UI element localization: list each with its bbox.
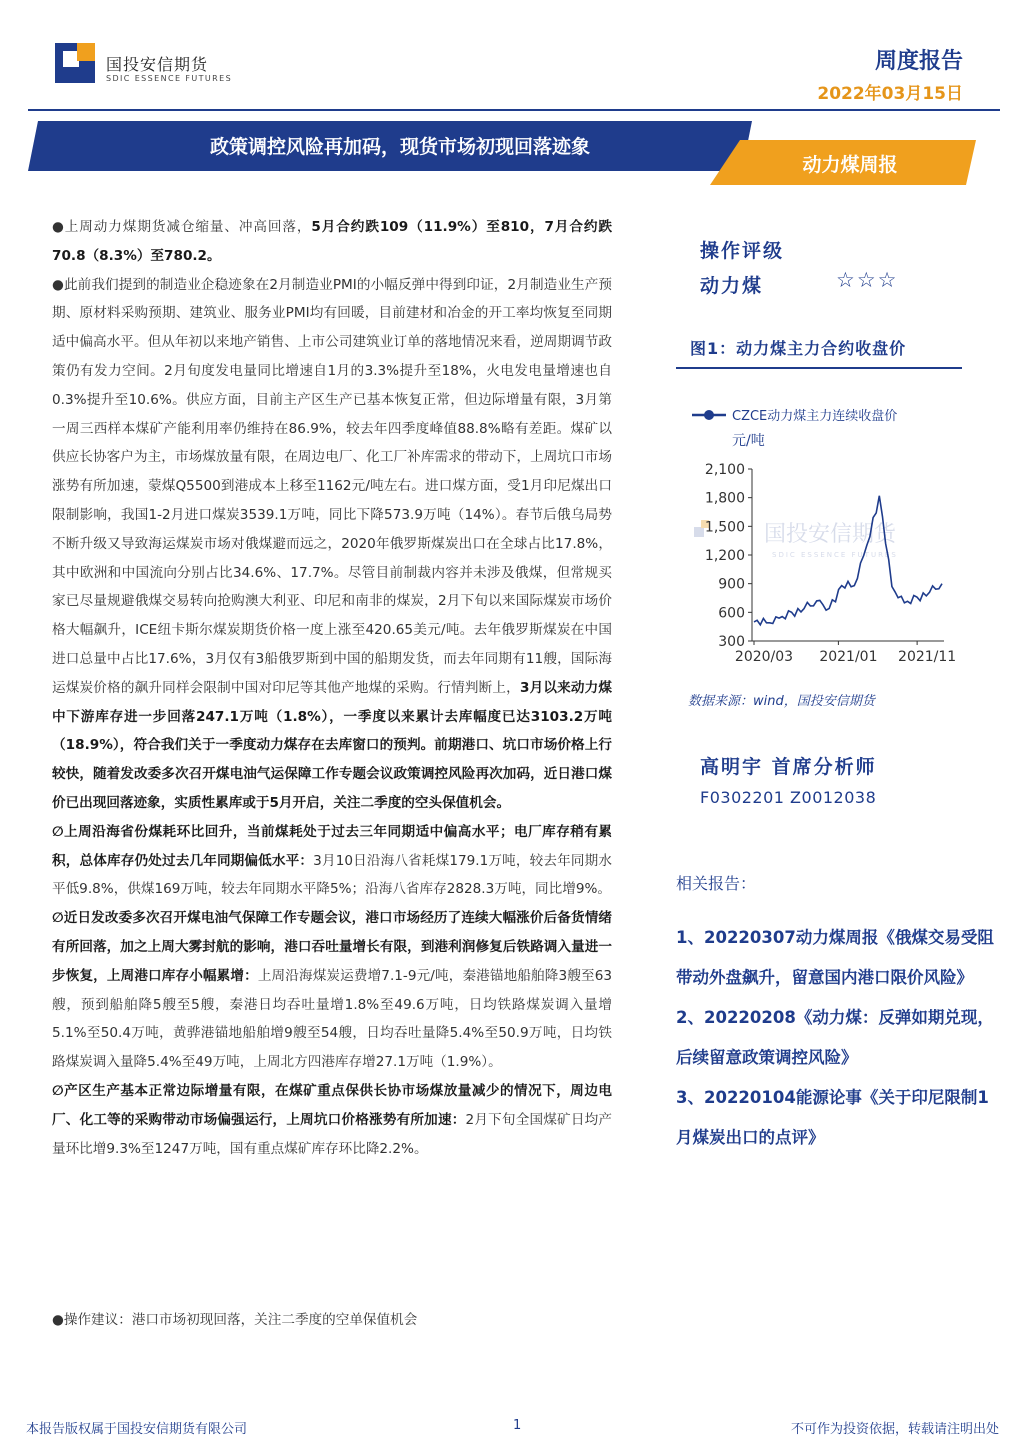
paragraph-5: ∅产区生产基本正常边际增量有限，在煤矿重点保供长协市场煤放量减少的情况下，周边电厂、化工等的采购带动市场偏强运行，上周坑口价格涨势有所加速：2月下旬全国煤矿日均产量环比增9.3%至1247万吨，国有重点煤矿库存环比降2.2%。 (52, 1082, 612, 1157)
chart-legend (692, 408, 897, 424)
main-text (52, 213, 612, 1163)
analyst-name: 高明宇 首席分析师 (700, 756, 877, 778)
footer-copyright: 本报告版权属于国投安信期货有限公司 (26, 1422, 248, 1437)
y-tick-label: 600 (718, 605, 745, 622)
watermark-text: 国投安信期货 (764, 522, 897, 547)
paragraph-3: ∅上周沿海省份煤耗环比回升，当前煤耗处于过去三年同期适中偏高水平；电厂库存稍有累积，总体库存仍处过去几年同期偏低水平：3月10日沿海八省耗煤179.1万吨，较去年同期水平低9.8%，供煤169万吨，较去年同期水平降5%；沿海八省库存2828.3万吨，同比增9%。 (52, 823, 612, 898)
legend-label: CZCE动力煤主力连续收盘价 (732, 409, 898, 424)
report-tag: 动力煤周报 (802, 154, 898, 176)
operation-advice: ●操作建议：港口市场初现回落，关注二季度的空单保值机会 (52, 1312, 418, 1328)
y-tick-label: 300 (718, 634, 745, 650)
paragraph-4: ∅近日发改委多次召开煤电油气保障工作专题会议，港口市场经历了连续大幅涨价后备货情绪有所回落，加之上周大雾封航的影响，港口吞吐量增长有限，到港利润修复后铁路调入量进一步恢复，上周港口库存小幅累增：上周沿海煤炭运费增7.1-9元/吨，秦港锚地船舶降3艘至63艘，预到船舶降5艘至5艘，秦港日均吞吐量增1.8%至49.6万吨，日均铁路煤炭调入量增5.1%至50.4万吨，黄骅港锚地船舶增9艘至54艘，日均吞吐量降5.4%至50.9万吨，日均铁路煤炭调入量降5.4%至49万吨，上周北方四港库存增27.1万吨（1.9%）。 (52, 910, 613, 1071)
x-tick-label: 2021/01 (819, 649, 878, 665)
x-tick-label: 2021/11 (898, 649, 957, 665)
y-tick-label: 1,800 (704, 490, 745, 507)
series-line (754, 496, 942, 625)
y-tick-label: 1,500 (704, 519, 745, 536)
figure-source: 数据来源：wind，国投安信期货 (688, 694, 875, 709)
logo-mark-icon (55, 43, 95, 83)
report-type: 周度报告 (874, 49, 963, 74)
report-date: 2022年03月15日 (817, 84, 963, 104)
y-tick-label: 2,100 (704, 462, 745, 478)
related-report-link[interactable]: 1、20220307动力煤周报《俄煤交易受阻带动外盘飙升，留意国内港口限价风险》 (676, 928, 994, 987)
report-title: 政策调控风险再加码，现货市场初现回落迹象 (209, 136, 590, 158)
y-tick-label: 900 (718, 576, 745, 593)
paragraph-2: ●此前我们提到的制造业企稳迹象在2月制造业PMI的小幅反弹中得到印证，2月制造业生产预期、原材料采购预期、建筑业、服务业PMI均有回暖，目前建材和冶金的开工率均恢复至同期适中偏高水平。但从年初以来地产销售、上市公司建筑业订单的落地情况来看，逆周期调节政策仍有发力空间。2月旬度发电量同比增速自1月的3.3%提升至18%，火电发电量增速也自0.3%提升至10.6%。供应方面，目前主产区生产已基本恢复正常，但边际增量有限，3月第一周三西样本煤矿产能利用率仍维持在86.9%，较去年四季度峰值88.8%略有差距。煤矿以供应长协客户为主，市场煤放量有限，在周边电厂、化工厂补库需求的带动下，上周坑口市场涨势有所加速，蒙煤Q5500到港成本上移至1162元/吨左右。进口煤方面，受1月印尼煤出口限制影响，我国1-2月进口煤炭3539.1万吨，同比下降573.9万吨（14%）。春节后俄乌局势不断升级又导致海运煤炭市场对俄煤避而远之，2020年俄罗斯煤炭出口在全球占比17.8%，其中欧洲和中国流向分别占比34.6%、17.7%。尽管目前制裁内容并未涉及俄煤，但常规买家已尽量规避俄煤交易转向抢购澳大利亚、印尼和南非的煤炭，2月下旬以来国际煤炭市场价格大幅飙升，ICE纽卡斯尔煤炭期货价格一度上涨至420.65美元/吨。去年俄罗斯煤炭在中国进口总量中占比17.6%，3月仅有3船俄罗斯到中国的船期发货，而去年同期有11艘，国际海运煤炭价格的飙升同样会限制中国对印尼等其他产地煤的采购。行情判断上，3月以来动力煤中下游库存进一步回落247.1万吨（1.8%），一季度以来累计去库幅度已达3103.2万吨（18.9%），符合我们关于一季度动力煤存在去库窗口的预判。前期港口、坑口市场价格上行较快，随着发改委多次召开煤电油气运保障工作专题会议政策调控风险再次加码，近日港口煤价已出现回落迹象，实质性累库或于5月开启，关注二季度的空头保值机会。 (52, 276, 612, 811)
chart-ticks (705, 462, 956, 665)
rating-title: 操作评级 (700, 240, 785, 262)
related-report-link[interactable]: 2、20220208《动力煤：反弹如期兑现，后续留意政策调控风险》 (676, 1008, 994, 1067)
rating-item: 动力煤 (700, 275, 764, 297)
page-number: 1 (513, 1418, 522, 1433)
related-report-link[interactable]: 3、20220104能源论事《关于印尼限制1月煤炭出口的点评》 (676, 1088, 989, 1147)
related-reports-title: 相关报告： (676, 874, 757, 893)
price-chart (676, 395, 966, 675)
rating-stars-icon: ☆☆☆ (836, 268, 899, 292)
legend-marker-icon (704, 410, 714, 420)
header-divider (28, 109, 1000, 111)
related-reports-list (676, 918, 996, 1158)
figure-divider (676, 367, 962, 369)
y-axis-unit: 元/吨 (732, 433, 765, 449)
y-tick-label: 1,200 (704, 548, 745, 564)
paragraph-1: ●上周动力煤期货减仓缩量、冲高回落，5月合约跌109（11.9%）至810，7月合约跌70.8（8.3%）至780.2。 (52, 219, 612, 264)
logo-text-cn: 国投安信期货 (106, 55, 209, 74)
watermark-logo-icon (694, 527, 704, 537)
logo-text-en: SDIC ESSENCE FUTURES (106, 74, 233, 83)
x-tick-label: 2020/03 (734, 649, 794, 665)
watermark-text-en: SDIC ESSENCE FUTURES (772, 551, 898, 559)
figure-title: 图1：动力煤主力合约收盘价 (690, 339, 907, 358)
footer-disclaimer: 不可作为投资依据，转载请注明出处 (790, 1422, 999, 1437)
analyst-ids: F0302201 Z0012038 (700, 788, 877, 807)
